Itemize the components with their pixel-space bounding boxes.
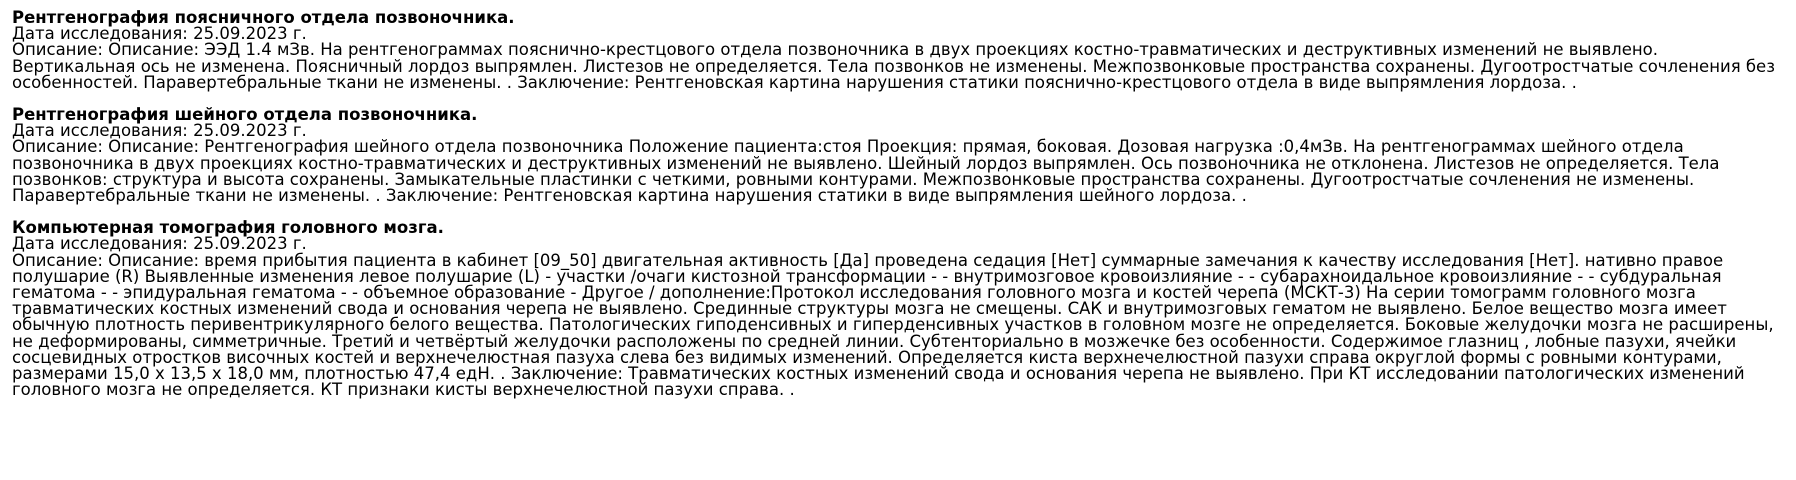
report-date: Дата исследования: 25.09.2023 г. [12, 24, 307, 44]
report-description: Описание: Описание: Рентгенография шейного отдела позвоночника Положение пациента:стоя Проекция: прямая, боковая. Дозовая нагрузка :0,4мЗв. На рентгенограммах шейного отдела позвоночника в двух проекциях костно-травматических и деструктивных изменений не выявлено. Шейный лордоз выпрямлен. Ось позвоночника не отклонена. Листезов не определяется. Тела позвонков: структура и высота сохранены. Замыкательные пластинки с четкими, ровными контурами. Межпозвонковые пространства сохранены. Дугоотростчатые сочленения не изменены. Паравертебральные ткани не изменены. . Заключение: Рентгеновская картина нарушения статики в виде выпрямления шейного лордоза. . [12, 137, 1720, 206]
report-date: Дата исследования: 25.09.2023 г. [12, 234, 307, 254]
report-title: Рентгенография поясничного отдела позвоночника. [12, 8, 515, 27]
report-title: Рентгенография шейного отдела позвоночника. [12, 105, 478, 125]
report-brain-ct [12, 220, 1786, 398]
report-description: Описание: Описание: время прибытия пациента в кабинет [09_50] двигательная активность [Да] проведена седация [Нет] суммарные замечания к качеству исследования [Нет]. нативно правое полушарие (R) Выявленные изменения левое полушарие (L) - участки /очаги кистозной трансформации - - внутримозговое кровоизлияние - - субарахноидальное кровоизлияние - - субдуральная гематома - - эпидуральная гематома - - объемное образование - Другое / дополнение:Протокол исследования головного мозга и костей черепа (МСКТ-3) На серии томограмм головного мозга травматических костных изменений свода и основания черепа не выявлено. Срединные структуры мозга не смещены. САК и внутримозговых гематом не выявлено. Белое вещество мозга имеет обычную плотность перивентрикулярного белого вещества. Патологических гиподенсивных и гиперденсивных участков в головном мозге не определяется. Боковые желудочки мозга не расширены, не деформированы, симметричные. Третий и четвёртый желудочки расположены по средней линии. Субтенториально в мозжечке без особенности. Содержимое глазниц , лобные пазухи, ячейки сосцевидных отростков височных костей и верхнечелюстная пазуха слева без видимых изменений. Определяется киста верхнечелюстной пазухи справа округлой формы с ровными контурами, размерами 15,0 х 13,5 х 18,0 мм, плотностью 47,4 едН. . Заключение: Травматических костных изменений свода и основания черепа не выявлено. При КТ исследовании патологических изменений головного мозга не определяется. КТ признаки кисты верхнечелюстной пазухи справа. . [12, 250, 1774, 400]
report-cervical-xray [12, 107, 1786, 204]
report-lumbar-xray [12, 10, 1786, 91]
report-title: Компьютерная томография головного мозга. [12, 218, 444, 238]
report-description: Описание: Описание: ЭЭД 1.4 мЗв. На рентгенограммах пояснично-крестцового отдела позвоночника в двух проекциях костно-травматических и деструктивных изменений не выявлено. Вертикальная ось не изменена. Поясничный лордоз выпрямлен. Листезов не определяется. Тела позвонков не изменены. Межпозвонковые пространства сохранены. Дугоотростчатые сочленения без особенностей. Паравертебральные ткани не изменены. . Заключение: Рентгеновская картина нарушения статики пояснично-крестцового отдела в виде выпрямления лордоза. . [12, 40, 1775, 92]
report-date: Дата исследования: 25.09.2023 г. [12, 121, 307, 141]
